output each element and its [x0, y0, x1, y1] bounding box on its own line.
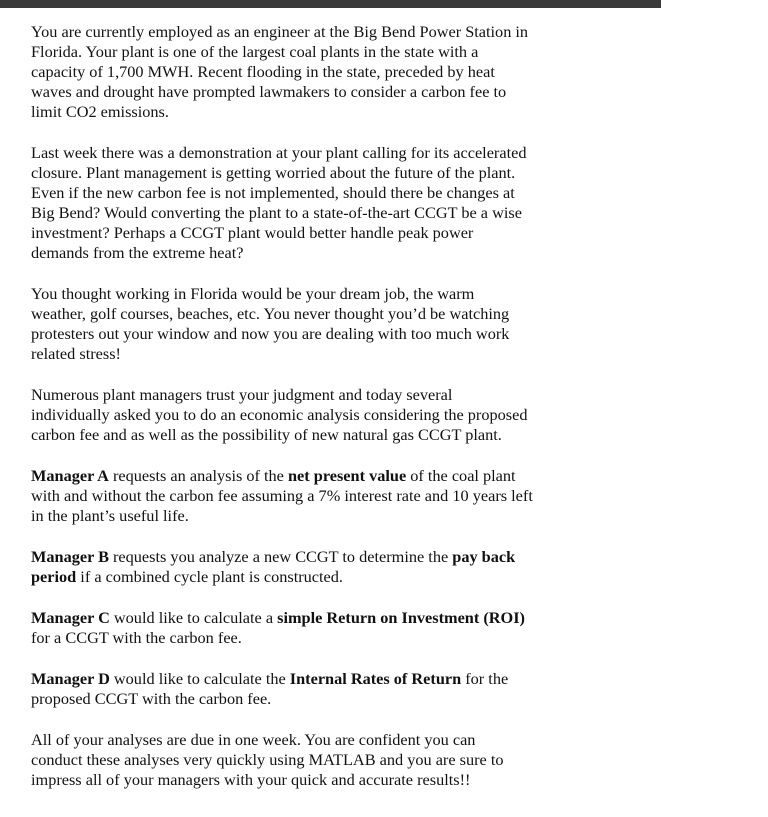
text-line: in the plant’s useful life. — [31, 506, 189, 525]
manager-b-text: if a combined cycle plant is constructed. — [76, 567, 343, 586]
text-line — [31, 547, 591, 567]
paragraph-managers-intro — [31, 385, 591, 445]
text-line: Even if the new carbon fee is not implemented, should there be changes at — [31, 183, 515, 202]
text-line: with and without the carbon fee assuming a 7% interest rate and 10 years left — [31, 486, 533, 505]
manager-a-text: requests an analysis of the — [108, 466, 288, 485]
text-line: closure. Plant management is getting worried about the future of the plant. — [31, 163, 516, 182]
manager-a-term: net present value — [287, 466, 407, 485]
text-line: All of your analyses are due in one week. You are confident you can — [31, 730, 476, 749]
paragraph-closing — [31, 730, 591, 790]
manager-b-text: requests you analyze a new CCGT to determine the — [108, 547, 453, 566]
text-line — [31, 567, 591, 587]
manager-c-term: simple Return on Investment (ROI) — [277, 608, 525, 627]
text-line: demands from the extreme heat? — [31, 243, 244, 262]
text-line: weather, golf courses, beaches, etc. You never thought you’d be watching — [31, 304, 510, 323]
manager-c-text: would like to calculate a — [109, 608, 278, 627]
text-line: Numerous plant managers trust your judgment and today several — [31, 385, 453, 404]
paragraph-manager-a — [31, 466, 591, 526]
document-body — [31, 22, 591, 811]
text-line: impress all of your managers with your quick and accurate results!! — [31, 770, 471, 789]
text-line: capacity of 1,700 MWH. Recent flooding in the state, preceded by heat — [31, 62, 495, 81]
paragraph-manager-d — [31, 669, 591, 709]
text-line: You thought working in Florida would be your dream job, the warm — [31, 284, 475, 303]
text-line: related stress! — [31, 344, 121, 363]
manager-a-name: Manager A — [31, 466, 109, 485]
text-line: for a CCGT with the carbon fee. — [31, 628, 242, 647]
text-line: You are currently employed as an engineer at the Big Bend Power Station in — [31, 22, 529, 41]
manager-d-term: Internal Rates of Return — [289, 669, 462, 688]
text-line — [31, 466, 591, 486]
manager-c-name: Manager C — [31, 608, 110, 627]
manager-b-term: period — [31, 567, 77, 586]
text-line: proposed CCGT with the carbon fee. — [31, 689, 272, 708]
text-line: individually asked you to do an economic analysis considering the proposed — [31, 405, 528, 424]
top-bar — [0, 0, 661, 8]
paragraph-intro — [31, 22, 591, 122]
text-line — [31, 669, 591, 689]
manager-d-text: for the — [461, 669, 509, 688]
text-line — [31, 608, 591, 628]
paragraph-manager-c — [31, 608, 591, 648]
text-line: Big Bend? Would converting the plant to a state-of-the-art CCGT be a wise — [31, 203, 522, 222]
text-line: limit CO2 emissions. — [31, 102, 169, 121]
text-line: conduct these analyses very quickly using MATLAB and you are sure to — [31, 750, 504, 769]
paragraph-florida — [31, 284, 591, 364]
text-line: waves and drought have prompted lawmakers to consider a carbon fee to — [31, 82, 507, 101]
text-line: carbon fee and as well as the possibility of new natural gas CCGT plant. — [31, 425, 502, 444]
paragraph-demonstration — [31, 143, 591, 263]
paragraph-manager-b — [31, 547, 591, 587]
text-line: protesters out your window and now you are dealing with too much work — [31, 324, 510, 343]
text-line: investment? Perhaps a CCGT plant would better handle peak power — [31, 223, 474, 242]
text-line: Florida. Your plant is one of the largest coal plants in the state with a — [31, 42, 479, 61]
manager-d-text: would like to calculate the — [109, 669, 290, 688]
manager-a-text: of the coal plant — [406, 466, 516, 485]
manager-b-term: pay back — [452, 547, 516, 566]
manager-d-name: Manager D — [31, 669, 110, 688]
manager-b-name: Manager B — [31, 547, 109, 566]
text-line: Last week there was a demonstration at your plant calling for its accelerated — [31, 143, 527, 162]
